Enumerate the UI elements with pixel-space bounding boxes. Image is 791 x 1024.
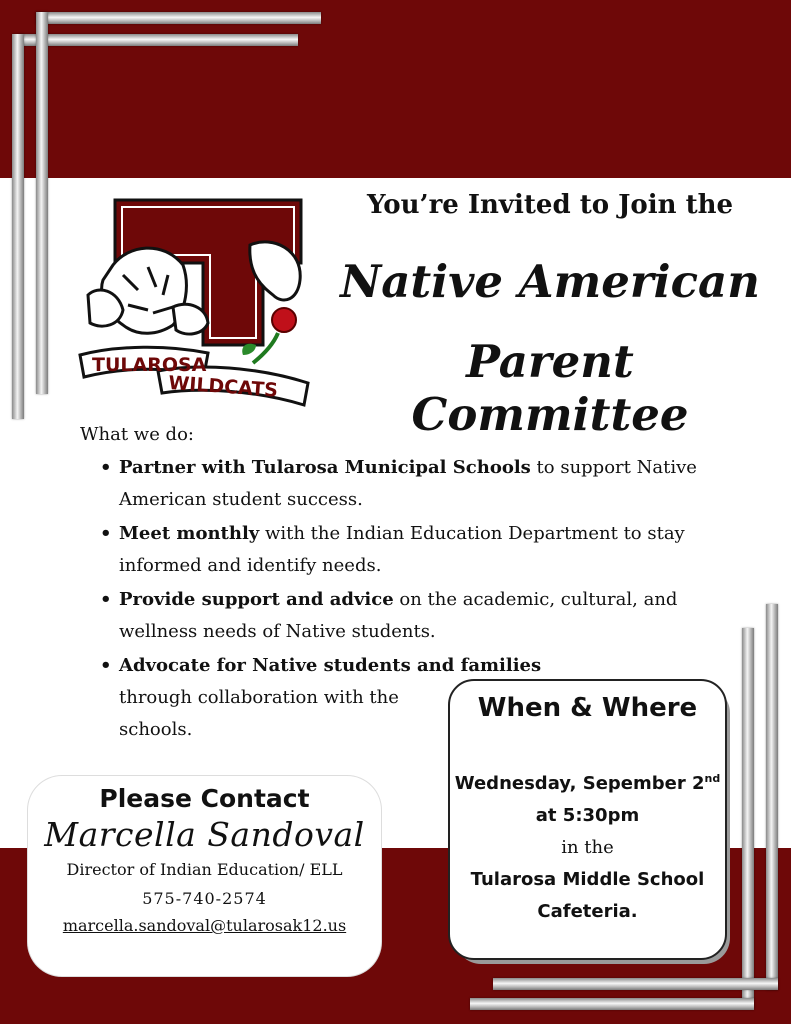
contact-name: Marcella Sandoval	[44, 815, 365, 854]
silver-bar-top-1	[36, 12, 321, 24]
when-where-card	[448, 679, 727, 960]
silver-bar-right-1	[766, 604, 778, 990]
silver-bar-top-2	[18, 34, 298, 46]
top-maroon-band	[0, 0, 791, 178]
event-date-suffix: nd	[704, 772, 721, 785]
contact-email-link[interactable]: marcella.sandoval@tularosak12.us	[62, 916, 347, 935]
event-time: at 5:30pm	[535, 805, 640, 826]
title-line-1: Native American	[340, 255, 760, 308]
list-item-bold: Partner with Tularosa Municipal Schools	[119, 457, 531, 478]
tularosa-wildcats-logo	[78, 195, 313, 410]
silver-bar-left-1	[12, 34, 24, 419]
list-item	[100, 518, 700, 582]
when-heading: When & Where	[477, 693, 698, 723]
list-item	[100, 650, 542, 746]
contact-role: Director of Indian Education/ ELL	[66, 860, 343, 879]
event-date	[442, 763, 733, 800]
list-item-text: through collaboration with the schools.	[119, 687, 399, 740]
list-item-text: to support Native American student success.	[119, 457, 697, 510]
list-item	[100, 584, 700, 648]
silver-bar-bottom-1	[493, 978, 778, 990]
title-line-2: Parent Committee	[411, 335, 689, 441]
event-place-2: Cafeteria.	[537, 901, 638, 922]
list-item-bold: Provide support and advice	[119, 589, 394, 610]
event-date-text: Wednesday, Sepember 2	[454, 773, 705, 794]
silver-bar-right-2	[742, 628, 754, 1008]
list-item-bold: Meet monthly	[119, 523, 260, 544]
invite-line: You’re Invited to Join the	[366, 190, 734, 220]
logo-text-wildcats: WILDCATS	[167, 372, 279, 402]
logo-text-tularosa: TULAROSA	[92, 354, 207, 376]
list-item-bold: Advocate for Native students and families	[119, 655, 542, 676]
silver-bar-bottom-2	[470, 998, 754, 1010]
contact-phone: 575-740-2574	[142, 889, 267, 908]
what-we-do-label: What we do:	[80, 424, 194, 445]
list-item-text: with the Indian Education Department to stay informed and identify needs.	[119, 523, 685, 576]
contact-heading: Please Contact	[99, 784, 310, 813]
event-place-1: Tularosa Middle School	[470, 869, 705, 890]
silver-bar-left-2	[36, 12, 48, 394]
contact-card	[28, 776, 381, 976]
list-item	[100, 452, 700, 516]
event-in-the: in the	[561, 837, 614, 858]
list-item-text: on the academic, cultural, and wellness needs of Native students.	[119, 589, 678, 642]
